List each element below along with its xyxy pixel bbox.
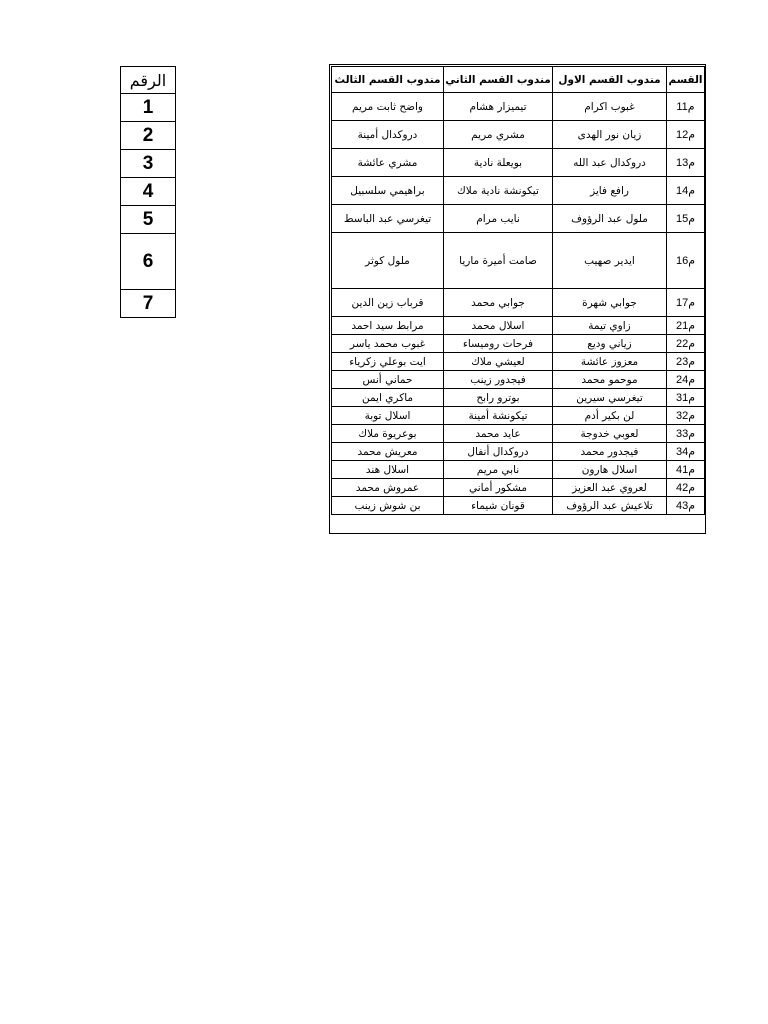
rep2-cell: بويعلة نادية <box>444 149 553 177</box>
table-row <box>332 407 705 425</box>
rep2-cell: نايب مرام <box>444 205 553 233</box>
table-row <box>332 93 705 121</box>
rep1-cell: لن بكير أدم <box>553 407 667 425</box>
rep3-cell: بوعريوة ملاك <box>332 425 444 443</box>
rep3-cell: ماكري ايمن <box>332 389 444 407</box>
rep3-cell: مرابط سيد احمد <box>332 317 444 335</box>
rep3-cell: ايت بوعلي زكرياء <box>332 353 444 371</box>
rep3-cell: اسلال هند <box>332 461 444 479</box>
rep1-cell: جوابي شهرة <box>553 289 667 317</box>
section-cell: م31 <box>667 389 705 407</box>
table-row <box>332 371 705 389</box>
section-cell: م42 <box>667 479 705 497</box>
section-cell: م24 <box>667 371 705 389</box>
rep2-cell: جوابي محمد <box>444 289 553 317</box>
rep2-cell: فرحات روميساء <box>444 335 553 353</box>
rep3-cell: دروكدال أمينة <box>332 121 444 149</box>
rep1-cell: معزوز عائشة <box>553 353 667 371</box>
number-cell: 4 <box>121 178 176 206</box>
rep2-cell: مشكور أماني <box>444 479 553 497</box>
rep2-cell: فيجدور زينب <box>444 371 553 389</box>
rep3-cell: بن شوش زينب <box>332 497 444 515</box>
table-row <box>332 177 705 205</box>
rep1-cell: زياني وديع <box>553 335 667 353</box>
rep3-cell: غبوب محمد ياسر <box>332 335 444 353</box>
section-cell: م23 <box>667 353 705 371</box>
number-cell: 6 <box>121 234 176 290</box>
table-row <box>332 443 705 461</box>
number-cell: 1 <box>121 94 176 122</box>
section-cell: م43 <box>667 497 705 515</box>
rep1-cell: فيجدور محمد <box>553 443 667 461</box>
section-cell: م22 <box>667 335 705 353</box>
rep1-cell: ايدير صهيب <box>553 233 667 289</box>
section-cell: م32 <box>667 407 705 425</box>
rep1-cell: زاوي تيمة <box>553 317 667 335</box>
header-rep1: مندوب القسم الاول <box>553 67 667 93</box>
rep3-cell: عمروش محمد <box>332 479 444 497</box>
rep2-cell: صامت أميرة ماريا <box>444 233 553 289</box>
section-cell: م12 <box>667 121 705 149</box>
rep1-cell: اسلال هارون <box>553 461 667 479</box>
section-cell: م33 <box>667 425 705 443</box>
rep2-cell: تيميزار هشام <box>444 93 553 121</box>
rep1-cell: غبوب اكرام <box>553 93 667 121</box>
table-row <box>332 317 705 335</box>
rep1-cell: رافع فايز <box>553 177 667 205</box>
rep2-cell: بوترو رابح <box>444 389 553 407</box>
rep2-cell: عايد محمد <box>444 425 553 443</box>
rep2-cell: تيكونشة أمينة <box>444 407 553 425</box>
rep1-cell: موحمو محمد <box>553 371 667 389</box>
rep1-cell: تيغرسي سيرين <box>553 389 667 407</box>
table-row <box>332 389 705 407</box>
number-cell: 7 <box>121 290 176 318</box>
number-cell: 3 <box>121 150 176 178</box>
section-cell: م11 <box>667 93 705 121</box>
rep2-cell: قونان شيماء <box>444 497 553 515</box>
rep3-cell: براهيمي سلسبيل <box>332 177 444 205</box>
rep2-cell: لعيشي ملاك <box>444 353 553 371</box>
section-cell: م17 <box>667 289 705 317</box>
table-row <box>332 353 705 371</box>
rep3-cell: اسلال توبة <box>332 407 444 425</box>
number-header: الرقم <box>121 67 176 94</box>
rep2-cell: اسلال محمد <box>444 317 553 335</box>
rep3-cell: حماني أنس <box>332 371 444 389</box>
section-cell: م41 <box>667 461 705 479</box>
rep3-cell: معريش محمد <box>332 443 444 461</box>
rep1-cell: لعوبي خدوجة <box>553 425 667 443</box>
table-row <box>332 149 705 177</box>
number-table <box>120 66 176 318</box>
section-cell: م16 <box>667 233 705 289</box>
header-rep3: مندوب القسم الثالث <box>332 67 444 93</box>
rep3-cell: واضح ثابت مريم <box>332 93 444 121</box>
rep1-cell: دروكدال عبد الله <box>553 149 667 177</box>
rep2-cell: تيكونشة نادية ملاك <box>444 177 553 205</box>
header-rep2: مندوب القسم الثاني <box>444 67 553 93</box>
table-row <box>332 233 705 289</box>
section-cell: م14 <box>667 177 705 205</box>
section-cell: م13 <box>667 149 705 177</box>
representatives-table <box>331 66 705 515</box>
rep3-cell: ملول كوثر <box>332 233 444 289</box>
section-cell: م21 <box>667 317 705 335</box>
rep2-cell: دروكدال أنفال <box>444 443 553 461</box>
table-row <box>332 335 705 353</box>
rep1-cell: زيان نور الهدى <box>553 121 667 149</box>
table-row <box>332 205 705 233</box>
rep3-cell: قرباب زين الدين <box>332 289 444 317</box>
rep1-cell: تلاعيش عبد الرؤوف <box>553 497 667 515</box>
table-row <box>332 479 705 497</box>
number-cell: 5 <box>121 206 176 234</box>
rep2-cell: نابي مريم <box>444 461 553 479</box>
header-section: القسم <box>667 67 705 93</box>
section-cell: م15 <box>667 205 705 233</box>
section-cell: م34 <box>667 443 705 461</box>
table-row <box>332 425 705 443</box>
table-row <box>332 461 705 479</box>
table-row <box>332 289 705 317</box>
rep1-cell: لعروي عبد العزيز <box>553 479 667 497</box>
rep2-cell: مشري مريم <box>444 121 553 149</box>
rep3-cell: مشري عائشة <box>332 149 444 177</box>
table-row <box>332 497 705 515</box>
rep1-cell: ملول عبد الرؤوف <box>553 205 667 233</box>
table-row <box>332 121 705 149</box>
number-cell: 2 <box>121 122 176 150</box>
table-header-row <box>332 67 705 93</box>
rep3-cell: تيغرسي عبد الباسط <box>332 205 444 233</box>
